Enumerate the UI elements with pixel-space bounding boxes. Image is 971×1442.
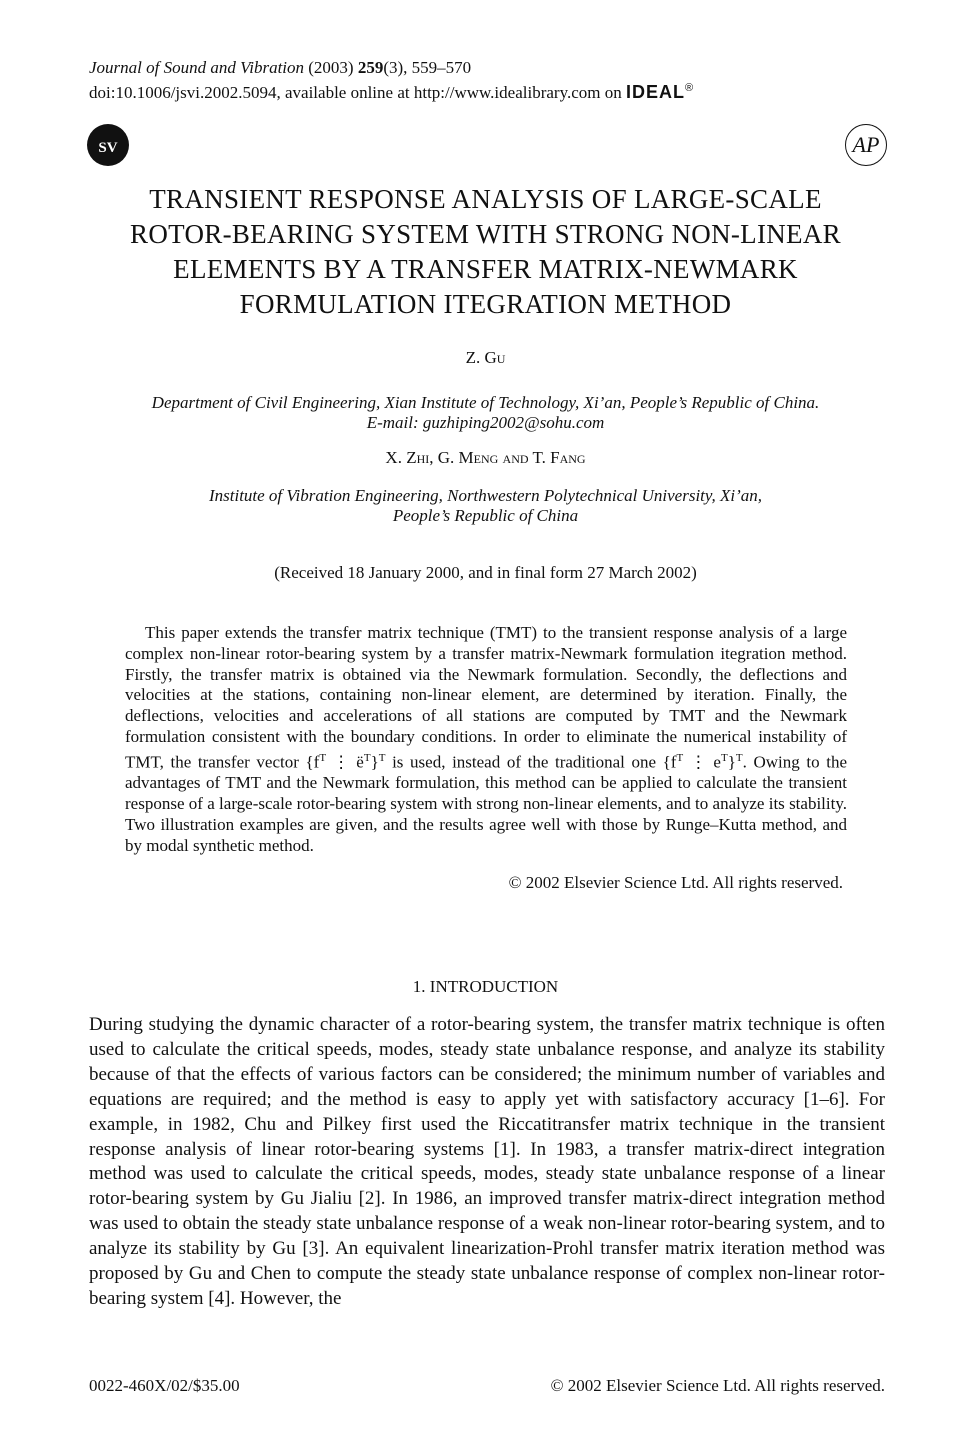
doi-link[interactable]: doi:10.1006/jsvi.2002.5094, available online at http://www.idealibrary.com on xyxy=(89,83,622,102)
affiliation-line: People’s Republic of China xyxy=(392,506,579,525)
affiliation-secondary xyxy=(40,486,931,526)
citation-line xyxy=(89,57,694,78)
journal-volume: 259 xyxy=(357,58,384,77)
abstract-copyright: © 2002 Elsevier Science Ltd. All rights reserved. xyxy=(508,873,843,892)
journal-issue-pages: (3), 559–570 xyxy=(383,58,472,77)
email-line[interactable]: E-mail: guzhiping2002@sohu.com xyxy=(366,413,605,432)
footer-issn-price: 0022-460X/02/$35.00 xyxy=(89,1376,240,1395)
affiliation-primary xyxy=(40,393,931,433)
authors-secondary: X. Zhi, G. Meng and T. Fang xyxy=(385,448,586,467)
title-line: ELEMENTS BY A TRANSFER MATRIX-NEWMARK xyxy=(173,254,798,284)
introduction-text: During studying the dynamic character of a rotor-bearing system, the transfer matrix technique is often used to calculate the critical speeds, modes, steady state unbalance response, and analyze its stability because of that the effects of various factors can be considered; the minimum number of variables and equations are required; and the method is easy to apply yet with satisfactory accuracy [1–6]. For example, in 1982, Chu and Pilkey first used the Riccatitransfer matrix technique in the transient response analysis of linear rotor-bearing systems [1]. In 1983, a transfer matrix-direct integration method was used to calculate the critical speeds, modes, steady state unbalance response of a linear rotor-bearing system by Gu Jialiu [2]. In 1986, an improved transfer matrix-direct integration method was used to obtain the steady state unbalance response of a weak non-linear rotor-bearing system, and to analyze its stability by Gu [3]. An equivalent linearization-Prohl transfer matrix iteration method was proposed by Gu and Chen to compute the steady state unbalance response of complex non-linear rotor-bearing system [4]. However, the xyxy=(89,1014,885,1309)
ideal-logo: IDEAL® xyxy=(625,82,695,102)
section-heading: 1. INTRODUCTION xyxy=(412,977,559,996)
journal-year: (2003) xyxy=(308,58,354,77)
paper-title xyxy=(60,182,911,322)
author-primary: Z. Gu xyxy=(465,348,506,367)
affiliation-line: Department of Civil Engineering, Xian Institute of Technology, Xi’an, People’s Republic of China. xyxy=(151,393,820,412)
affiliation-line: Institute of Vibration Engineering, Northwestern Polytechnical University, Xi’an, xyxy=(208,486,763,505)
sv-publisher-logo: SV xyxy=(87,124,129,166)
footer-copyright: © 2002 Elsevier Science Ltd. All rights reserved. xyxy=(550,1376,885,1395)
abstract: This paper extends the transfer matrix technique (TMT) to the transient response analysis of a large complex non-linear rotor-bearing system by a transfer matrix-Newmark formulation itegration method. Firstly, the transfer matrix is obtained via the Newmark formulation. Secondly, the deflections and velocities at the stations, containing non-linear element, are determined by iteration. Finally, the deflections, velocities and accelerations of all stations are computed by TMT and the Newmark formulation consistent with the boundary conditions. In order to eliminate the numerical instability of TMT, the transfer vector {$f^T$ ⋮ $ë^T\}^T$ is used, instead of the traditional one {$f^T$ ⋮ $e^T\}^T$. Owing to the advantages of TMT and the Newmark formulation, this method can be applied to calculate the transient response of a large-scale rotor-bearing system with strong non-linear elements, and to analyze its stability. Two illustration examples are given, and the results agree well with those by Runge–Kutta method, and by modal synthetic method. xyxy=(125,623,847,855)
doi-line xyxy=(89,78,694,103)
journal-name: Journal of Sound and Vibration xyxy=(89,58,305,77)
journal-citation xyxy=(89,57,694,103)
title-line: FORMULATION ITEGRATION METHOD xyxy=(239,289,732,319)
title-line: ROTOR-BEARING SYSTEM WITH STRONG NON-LINEAR xyxy=(130,219,841,249)
title-line: TRANSIENT RESPONSE ANALYSIS OF LARGE-SCALE xyxy=(149,184,822,214)
ap-publisher-logo: AP xyxy=(845,124,887,166)
received-dates: (Received 18 January 2000, and in final form 27 March 2002) xyxy=(274,563,697,582)
